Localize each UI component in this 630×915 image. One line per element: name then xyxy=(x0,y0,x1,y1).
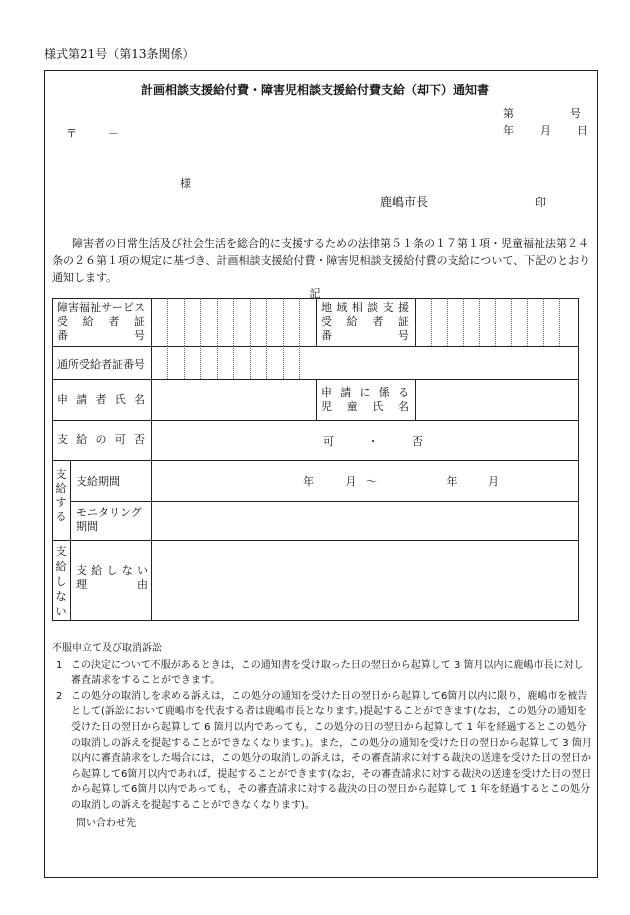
child-name-label: 申 請 に 係 る 児 童 氏 名 xyxy=(321,386,409,413)
rule xyxy=(151,298,152,460)
digit-separator xyxy=(495,298,496,346)
digit-separator xyxy=(250,298,251,346)
digit-separator xyxy=(266,346,267,379)
recipient-sama: 様 xyxy=(180,177,191,190)
digit-separator xyxy=(200,346,201,379)
postal-dash: － xyxy=(108,127,119,140)
digit-separator xyxy=(184,346,185,379)
period-label: 支給期間 xyxy=(76,475,120,488)
reason-label: 支 給 し な い 理 由 xyxy=(76,564,148,591)
digit-separator xyxy=(283,298,284,346)
postal-mark: 〒 xyxy=(66,127,77,140)
seal-mark: 印 xyxy=(535,196,546,209)
tsusho-id-label: 通所受給者証番号 xyxy=(57,358,145,371)
period-value: 年 月 ～ 年 月 xyxy=(303,475,499,488)
digit-separator xyxy=(233,346,234,379)
digit-separator xyxy=(217,298,218,346)
digit-separator xyxy=(299,298,300,346)
digit-separator xyxy=(200,298,201,346)
digit-separator xyxy=(233,298,234,346)
ki-heading: 記 xyxy=(309,287,321,300)
digit-separator xyxy=(527,298,528,346)
shikyu-shinai-label: 支給しない xyxy=(55,545,67,618)
number-go: 号 xyxy=(570,107,581,120)
form-number-label: 様式第21号（第13条関係） xyxy=(44,47,195,61)
date-year: 年 xyxy=(503,124,514,137)
mayor-name: 鹿嶋市長 xyxy=(380,195,429,209)
digit-separator xyxy=(463,298,464,346)
date-month: 月 xyxy=(540,124,551,137)
applicant-name-label: 申 請 者 氏 名 xyxy=(57,393,145,406)
digit-separator xyxy=(511,298,512,346)
rule xyxy=(316,379,317,420)
service-id-label: 障害福祉サービス 受 給 者 証 番 号 xyxy=(57,301,145,342)
rule xyxy=(52,460,579,461)
rule xyxy=(415,298,416,346)
rule xyxy=(52,420,579,421)
note-item: 2 この処分の取消しを求める訴えは，この処分の通知を受けた日の翌日から起算して6箇月以内に限り，鹿嶋市を被告として(訴訟において鹿嶋市を代表する者は鹿嶋市長となります。)提起することができます(なお，この処分の通知を受けた日の翌日から起算して 6 箇月以内であっても，この処分の日の翌日から起算して 1 年を経過するとこの処分の取消しの訴えを提起することができなくなります。)。また，この処分の通知を受けた日の翌日から起算して 3 箇月以内に審査請求をした場合には，この処分の取消しの訴えは，その審査請求に対する裁決の送達を受けた日の翌日から起算して6箇月以内であれば，提起することができます(なお，その審査請求に対する裁決の送達を受けた日の翌日から起算して6箇月以内であっても，その審査請求に対する裁決の日の翌日から起算して 1 年を経過するとこの処分の取消しの訴えを提起することができなくなります)。 xyxy=(56,690,592,811)
digit-separator xyxy=(283,346,284,379)
approval-value: 可 ・ 否 xyxy=(323,435,423,448)
approval-label: 支 給 の 可 否 xyxy=(57,433,145,446)
digit-separator xyxy=(167,298,168,346)
intro-paragraph: 障害者の日常生活及び社会生活を総合的に支援するための法律第５１条の１７第１項・児童福祉法第２４条の２６第１項の規定に基づき、計画相談支援給付費・障害児相談支援給付費の支給について、下記のとおり通知します。 xyxy=(52,237,591,284)
appeal-notes xyxy=(52,641,592,831)
rule xyxy=(52,540,579,541)
digit-separator xyxy=(431,298,432,346)
monitoring-label: モニタリング 期間 xyxy=(76,506,142,533)
digit-separator xyxy=(479,298,480,346)
number-dai: 第 xyxy=(503,107,514,120)
notes-heading: 不服申立て及び取消訴訟 xyxy=(52,643,162,654)
note-item: 1 この決定について不服があるときは，この通知書を受け取った日の翌日から起算して 3 箇月以内に鹿嶋市長に対し審査請求をすることができます。 xyxy=(56,659,584,687)
shikyu-suru-label: 支給する xyxy=(55,468,67,523)
digit-separator xyxy=(543,298,544,346)
benefit-table xyxy=(52,298,579,621)
rule xyxy=(316,298,317,346)
digit-separator xyxy=(266,298,267,346)
rule xyxy=(151,460,152,621)
date-day: 日 xyxy=(577,124,588,137)
rule xyxy=(70,460,71,621)
rule xyxy=(415,379,416,420)
digit-separator xyxy=(559,298,560,346)
regional-id-label: 地 域 相 談 支 援 受 給 者 証 番 号 xyxy=(321,301,409,342)
digit-separator xyxy=(447,298,448,346)
digit-separator xyxy=(250,346,251,379)
document-title: 計画相談支援給付費・障害児相談支援給付費支給（却下）通知書 xyxy=(140,83,489,97)
digit-separator xyxy=(299,346,300,379)
rule xyxy=(70,501,579,502)
inquiry-label: 問い合わせ先 xyxy=(76,817,136,829)
digit-separator xyxy=(184,298,185,346)
digit-separator xyxy=(167,346,168,379)
rule xyxy=(52,346,579,347)
digit-separator xyxy=(217,346,218,379)
